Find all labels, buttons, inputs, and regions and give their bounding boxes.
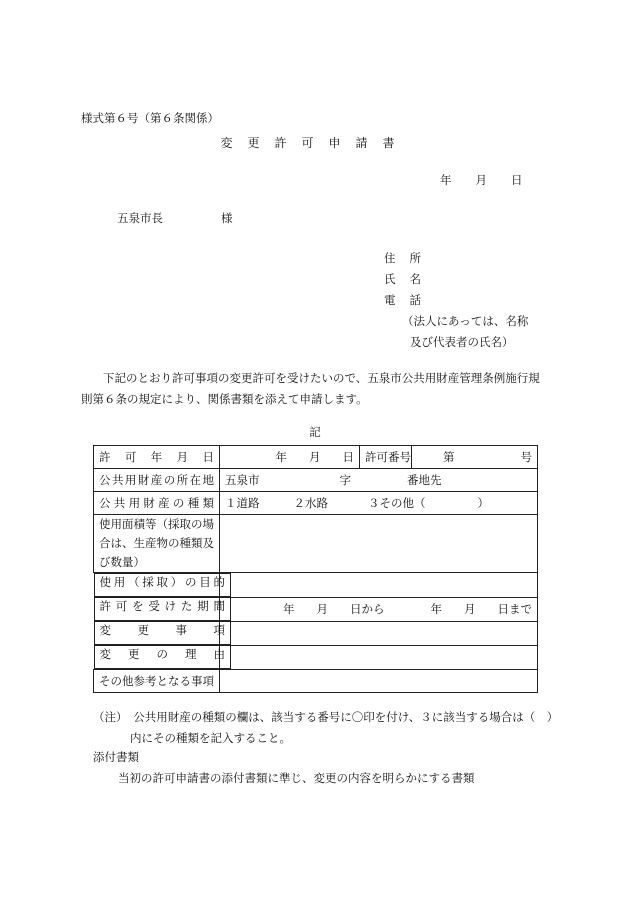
row-label	[94, 492, 220, 515]
label-type: 公 共 用 財 産 の 種 類	[99, 496, 214, 510]
applicant-address-label: 住所	[384, 251, 435, 265]
period-from-month: 月	[316, 602, 328, 616]
ki-heading: 記	[309, 425, 321, 439]
table-row-location	[94, 469, 538, 492]
table-row-purpose	[94, 573, 538, 598]
corporate-note-line2: 及び代表者の氏名）	[410, 335, 514, 349]
type-option-other[interactable]: ３その他（	[368, 496, 426, 510]
applicant-name-label: 氏名	[384, 272, 435, 286]
row-label	[94, 469, 220, 492]
label-period: 許 可 を 受 け た 期 間	[94, 597, 232, 621]
table-row-period	[94, 597, 538, 621]
table-row-reason	[94, 645, 538, 670]
location-aza: 字	[339, 473, 351, 487]
purpose-field[interactable]	[220, 573, 538, 598]
footnote	[93, 707, 563, 749]
request-body-text: 下記のとおり許可事項の変更許可を受けたいので、五泉市公共用財産管理条例施行規則第６条の規定により、関係書類を添えて申請します。	[81, 371, 540, 406]
table-row-reference	[94, 670, 538, 693]
table-row-permit-date	[94, 446, 538, 469]
footnote-line1: （注） 公共用財産の種類の欄は、該当する番号に〇印を付け、３に該当する場合は（ ）	[93, 710, 559, 724]
period-to-day: 日まで	[497, 602, 532, 616]
permit-number-label: 許可番号	[360, 446, 412, 469]
permit-month: 月	[309, 450, 321, 464]
application-date	[440, 172, 547, 188]
type-other-close: ）	[477, 496, 489, 510]
location-banchi: 番地先	[407, 473, 442, 487]
period-to-year: 年	[430, 602, 442, 616]
changes-field[interactable]	[220, 621, 538, 645]
permit-date-field[interactable]	[220, 446, 360, 469]
row-label	[94, 446, 220, 469]
table-row-area	[94, 515, 538, 573]
form-number: 様式第６号（第６条関係）	[81, 111, 219, 125]
reference-field[interactable]	[220, 670, 538, 693]
addressee-honorific: 様	[221, 211, 233, 225]
permit-number-field[interactable]	[412, 446, 538, 469]
footnote-line2: 内にその種類を記入すること。	[130, 731, 291, 745]
location-city: 五泉市	[225, 473, 260, 487]
period-from-day: 日から	[350, 602, 385, 616]
table-row-changes	[94, 621, 538, 645]
date-year: 年	[440, 173, 452, 187]
applicant-phone-label: 電話	[384, 293, 435, 307]
document-title: 変更許可申請書	[220, 136, 410, 150]
permit-no-dai: 第	[443, 450, 455, 464]
addressee-name: 五泉市長	[117, 211, 163, 225]
label-purpose: 使 用 （ 採 取 ） の 目 的	[94, 573, 232, 597]
label-area: 使用面積等（採取の場合は、生産物の種類及び数量）	[94, 515, 220, 573]
application-table	[93, 445, 538, 693]
period-to-month: 月	[464, 602, 476, 616]
label-reason: 変 更 の 理 由	[94, 645, 232, 669]
attachments-heading: 添付書類	[93, 750, 139, 764]
applicant-block	[384, 248, 528, 353]
reason-field[interactable]	[220, 645, 538, 670]
location-field[interactable]	[220, 469, 538, 492]
permit-year: 年	[275, 450, 287, 464]
label-changes: 変 更 事 項	[94, 621, 232, 645]
label-location: 公 共 用 財 産 の 所 在 地	[99, 473, 214, 487]
label-reference: その他参考となる事項	[94, 670, 220, 693]
label-permit-date	[99, 449, 214, 465]
permit-day: 日	[342, 450, 354, 464]
date-month: 月	[475, 173, 487, 187]
period-field[interactable]	[220, 597, 538, 621]
corporate-note-line1: （法人にあっては、名称	[402, 314, 529, 328]
date-day: 日	[511, 173, 523, 187]
type-field[interactable]	[220, 492, 538, 515]
type-option-road[interactable]: １道路	[225, 496, 260, 510]
permit-no-go: 号	[520, 450, 532, 464]
period-from-year: 年	[283, 602, 295, 616]
addressee	[117, 210, 233, 226]
attachments-body: 当初の許可申請書の添付書類に準じ、変更の内容を明らかにする書類	[118, 771, 475, 785]
area-field[interactable]	[220, 515, 538, 573]
type-option-waterway[interactable]: ２水路	[293, 496, 328, 510]
label-text: 許 可 年 月 日	[99, 450, 214, 464]
table-row-type	[94, 492, 538, 515]
